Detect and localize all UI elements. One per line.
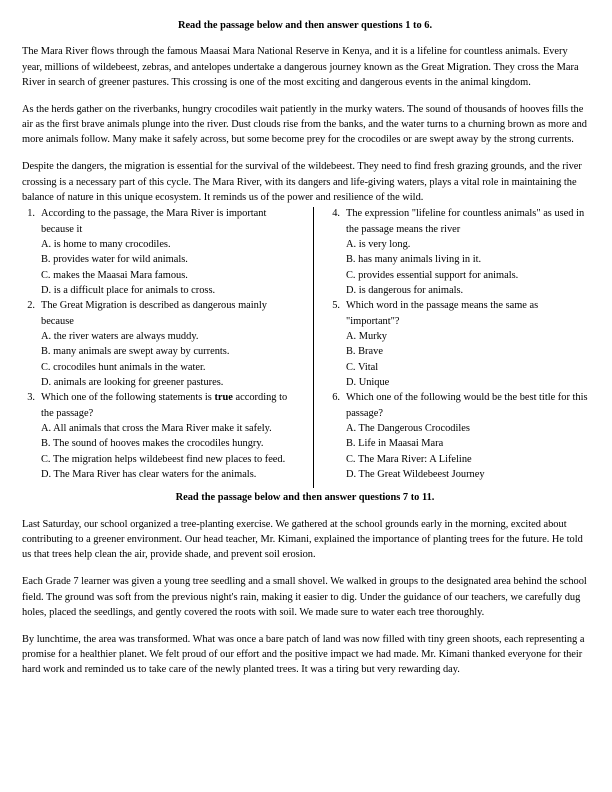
question-stem-text: According to the passage, the Mara River is important because it xyxy=(41,208,267,235)
option-d[interactable]: D. animals are looking for greener pastures. xyxy=(41,376,224,388)
option-b[interactable]: B. many animals are swept away by currents. xyxy=(41,346,230,358)
option-a[interactable]: A. The Dangerous Crocodiles xyxy=(346,422,470,434)
option-b[interactable]: B. Brave xyxy=(346,346,383,358)
option-c[interactable]: C. Vital xyxy=(346,361,379,373)
option-d[interactable]: D. The Mara River has clear waters for the animals. xyxy=(41,469,257,480)
option-a[interactable]: A. the river waters are always muddy. xyxy=(41,330,199,342)
question-stem-emphasis: true xyxy=(214,392,233,404)
question-item-3[interactable] xyxy=(22,390,300,482)
page-bottom-margin xyxy=(22,678,588,738)
question-stem xyxy=(41,298,300,329)
question-item-2[interactable] xyxy=(22,298,300,390)
question-number: 1. xyxy=(27,208,35,220)
option-c[interactable]: C. provides essential support for animals. xyxy=(346,269,519,281)
option-a[interactable]: A. is very long. xyxy=(346,238,411,250)
question-stem xyxy=(346,298,588,329)
passage-2-paragraph-2: Each Grade 7 learner was given a young tree seedling and a small shovel. We walked in groups to the designated area behind the school field. The ground was soft from the previous night's rain, making it easier to dig. Under the guidance of our teachers, we carefully dug holes, placed the seedlings, and gently covered the roots with soil. We made sure to water each tree thoroughly. xyxy=(22,576,587,618)
question-column-left xyxy=(22,206,310,482)
question-stem-text: The expression "lifeline for countless animals" as used in the passage means the river xyxy=(346,208,585,235)
question-stem xyxy=(346,390,588,421)
question-number: 2. xyxy=(27,300,35,312)
option-d[interactable]: D. is a difficult place for animals to cross. xyxy=(41,284,216,296)
question-number: 4. xyxy=(332,208,340,220)
question-column-right xyxy=(310,206,588,482)
option-b[interactable]: B. Life in Maasai Mara xyxy=(346,438,444,450)
option-a[interactable]: A. Murky xyxy=(346,330,387,342)
passage-1-paragraph-1: The Mara River flows through the famous Maasai Mara National Reserve in Kenya, and it is a lifeline for countless animals. Every year, millions of wildebeest, zebras, and antelopes undertake a dangerous journey known as the Great Migration. They cross the Mara River in search of greener pastures. This crossing is one of the most exciting and dangerous events in the animal kingdom. xyxy=(22,46,579,89)
question-number: 5. xyxy=(332,300,340,312)
passage-2-paragraph-1: Last Saturday, our school organized a tree-planting exercise. We gathered at the school grounds early in the morning, excited about contributing to a greener environment. Our head teacher, Mr. Kimani, explained the importance of planting trees for the future. He told us that trees help clean the air, provide shade, and prevent soil erosion. xyxy=(22,518,583,561)
option-a[interactable]: A. is home to many crocodiles. xyxy=(41,238,171,250)
column-divider xyxy=(313,207,314,488)
question-stem-text: Which one of the following would be the best title for this passage? xyxy=(346,392,588,419)
question-item-5[interactable] xyxy=(327,298,588,390)
option-c[interactable]: C. crocodiles hunt animals in the water. xyxy=(41,361,206,373)
question-stem xyxy=(41,390,300,421)
question-stem-text: Which one of the following statements is xyxy=(41,392,215,404)
option-c[interactable]: C. The migration helps wildebeest find new places to feed. xyxy=(41,453,286,465)
option-a[interactable]: A. All animals that cross the Mara River make it safely. xyxy=(41,422,272,434)
question-item-4[interactable] xyxy=(327,206,588,298)
option-d[interactable]: D. The Great Wildebeest Journey xyxy=(346,469,485,480)
passage-1-paragraph-3: Despite the dangers, the migration is essential for the survival of the wildebeest. They need to find fresh grazing grounds, and the river crossing is a necessary part of this cycle. The Mara River, with its dangers and life-giving waters, plays a vital role in maintaining the balance of nature in this unique ecosystem. It reminds us of the power and resilience of the wild. xyxy=(22,161,582,203)
option-b[interactable]: B. provides water for wild animals. xyxy=(41,254,188,266)
option-d[interactable]: D. is dangerous for animals. xyxy=(346,284,464,296)
option-c[interactable]: C. The Mara River: A Lifeline xyxy=(346,453,472,465)
question-stem xyxy=(346,206,588,237)
question-stem-text-tail: according to the passage? xyxy=(41,392,288,419)
option-d[interactable]: D. Unique xyxy=(346,376,390,388)
question-number: 3. xyxy=(27,392,35,404)
option-b[interactable]: B. has many animals living in it. xyxy=(346,254,482,266)
question-stem xyxy=(41,206,300,237)
passage-1-paragraph-2: As the herds gather on the riverbanks, hungry crocodiles wait patiently in the murky waters. The sound of thousands of hooves fills the air as the first brave animals plunge into the river. Dust clouds rise from the banks, and the water turns to a churning brown as more and more animals follow. Many make it safely across, but some become prey for the crocodiles or are swept away by the strong currents. xyxy=(22,103,587,146)
section-heading-questions-7-to-11: Read the passage below and then answer questions 7 to 11. xyxy=(175,492,435,504)
question-number: 6. xyxy=(332,392,340,404)
question-block-1-to-6 xyxy=(22,206,588,482)
passage-2-paragraph-3: By lunchtime, the area was transformed. What was once a bare patch of land was now filled with tiny green shoots, each representing a promise for a healthier planet. We felt proud of our effort and the positive impact we had made. Mr. Kimani thanked everyone for their hard work and reminded us to take care of the newly planted trees. It was a tiring but very rewarding day. xyxy=(22,633,585,676)
section-heading-questions-1-to-6: Read the passage below and then answer questions 1 to 6. xyxy=(177,20,433,31)
question-item-1[interactable] xyxy=(22,206,300,298)
question-stem-text: Which word in the passage means the same as "important"? xyxy=(346,300,539,327)
question-item-6[interactable] xyxy=(327,390,588,482)
question-stem-text: The Great Migration is described as dangerous mainly because xyxy=(41,300,267,327)
option-b[interactable]: B. The sound of hooves makes the crocodiles hungry. xyxy=(41,438,264,450)
option-c[interactable]: C. makes the Maasai Mara famous. xyxy=(41,269,188,281)
